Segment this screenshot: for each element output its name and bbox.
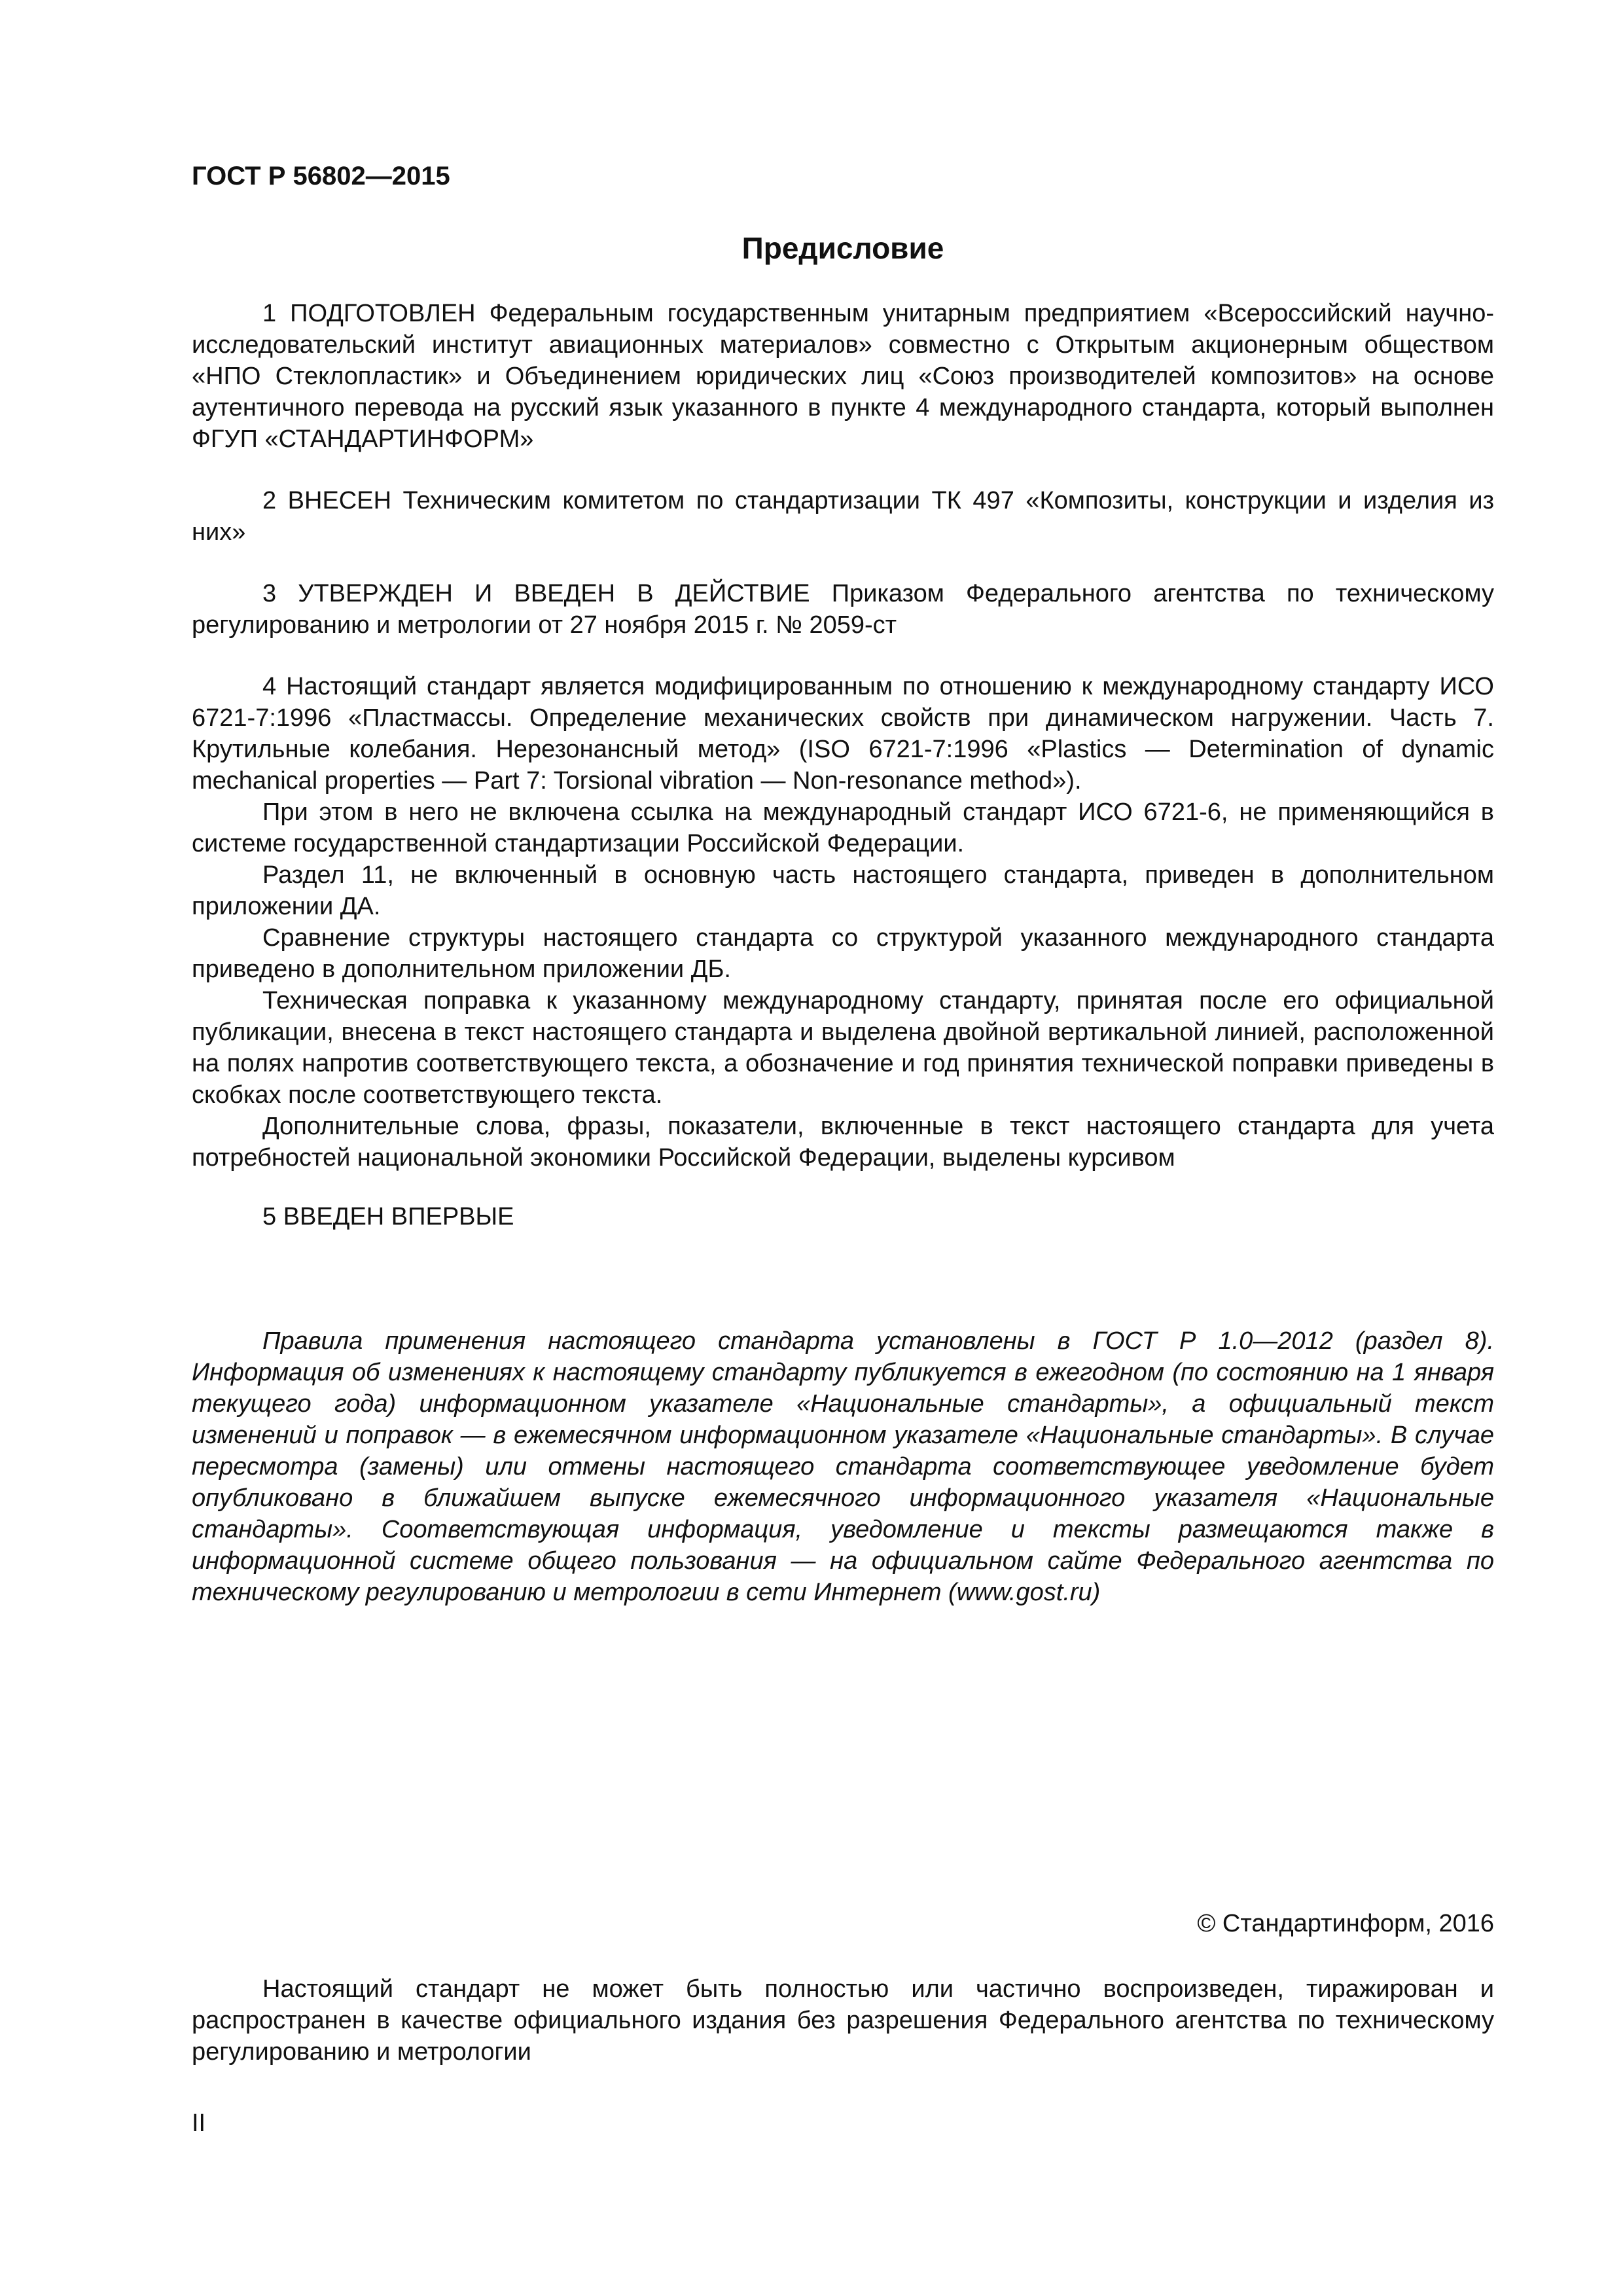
- foreword-section-1: [192, 298, 1494, 455]
- document-code-header: ГОСТ Р 56802—2015: [192, 162, 450, 190]
- paragraph: 3 УТВЕРЖДЕН И ВВЕДЕН В ДЕЙСТВИЕ Приказом Федерального агентства по техническому регулированию и метрологии от 27 ноября 2015 г. № 2059-ст: [192, 580, 1494, 639]
- paragraph: Сравнение структуры настоящего стандарта со структурой указанного международного стандарта приведено в дополнительном приложении ДБ.: [192, 924, 1494, 983]
- application-rules-note: [192, 1325, 1494, 1608]
- paragraph: Раздел 11, не включенный в основную часть настоящего стандарта, приведен в дополнительном приложении ДА.: [192, 861, 1494, 920]
- paragraph: Техническая поправка к указанному международному стандарту, принятая после его официальной публикации, внесена в текст настоящего стандарта и выделена двойной вертикальной линией, расположенной на полях напротив соответствующего текста, а обозначение и год принятия технической поправки приведены в скобках после соответствующего текста.: [192, 987, 1494, 1109]
- paragraph: 1 ПОДГОТОВЛЕН Федеральным государственным унитарным предприятием «Всероссийский научно-исследовательский институт авиационных материалов» совместно с Открытым акционерным обществом «НПО Стеклопластик» и Объединением юридических лиц «Союз производителей композитов» на основе аутентичного перевода на русский язык указанного в пункте 4 международного стандарта, который выполнен ФГУП «СТАНДАРТИНФОРМ»: [192, 300, 1494, 453]
- foreword-section-4: [192, 671, 1494, 1174]
- paragraph: Настоящий стандарт не может быть полностью или частично воспроизведен, тиражирован и распространен в качестве официального издания без разрешения Федерального агентства по техническому регулированию и метрологии: [192, 1975, 1494, 2066]
- paragraph: При этом в него не включена ссылка на международный стандарт ИСО 6721-6, не применяющийся в системе государственной стандартизации Российской Федерации.: [192, 798, 1494, 857]
- foreword-section-3: [192, 578, 1494, 641]
- foreword-section-2: [192, 485, 1494, 548]
- paragraph: 2 ВНЕСЕН Техническим комитетом по стандартизации ТК 497 «Композиты, конструкции и изделия из них»: [192, 487, 1494, 546]
- reproduction-notice: [192, 1973, 1494, 2068]
- paragraph: 4 Настоящий стандарт является модифицированным по отношению к международному стандарту ИСО 6721-7:1996 «Пластмассы. Определение механических свойств при динамическом нагружении. Часть 7. Крутильные колебания. Нерезонансный метод» (ISO 6721-7:1996 «Plastics — Determination of dynamic mechanical properties — Part 7: Torsional vibration — Non-resonance method»).: [192, 673, 1494, 795]
- document-page: [192, 0, 1494, 2296]
- page-number: II: [192, 2109, 206, 2137]
- foreword-section-5: [192, 1201, 1494, 1232]
- page-title: Предисловие: [741, 231, 944, 265]
- copyright-line: © Стандартинформ, 2016: [1197, 1910, 1494, 1937]
- paragraph: 5 ВВЕДЕН ВПЕРВЫЕ: [262, 1203, 514, 1230]
- paragraph: Дополнительные слова, фразы, показатели, включенные в текст настоящего стандарта для учета потребностей национальной экономики Российской Федерации, выделены курсивом: [192, 1113, 1494, 1172]
- paragraph: Правила применения настоящего стандарта установлены в ГОСТ Р 1.0—2012 (раздел 8). Информация об изменениях к настоящему стандарту публикуется в ежегодном (по состоянию на 1 января текущего года) информационном указателе «Национальные стандарты», а официальный текст изменений и поправок — в ежемесячном информационном указателе «Национальные стандарты». В случае пересмотра (замены) или отмены настоящего стандарта соответствующее уведомление будет опубликовано в ближайшем выпуске ежемесячного информационного указателя «Национальные стандарты». Соответствующая информация, уведомление и тексты размещаются также в информационной системе общего пользования — на официальном сайте Федерального агентства по техническому регулированию и метрологии в сети Интернет (www.gost.ru): [192, 1327, 1494, 1606]
